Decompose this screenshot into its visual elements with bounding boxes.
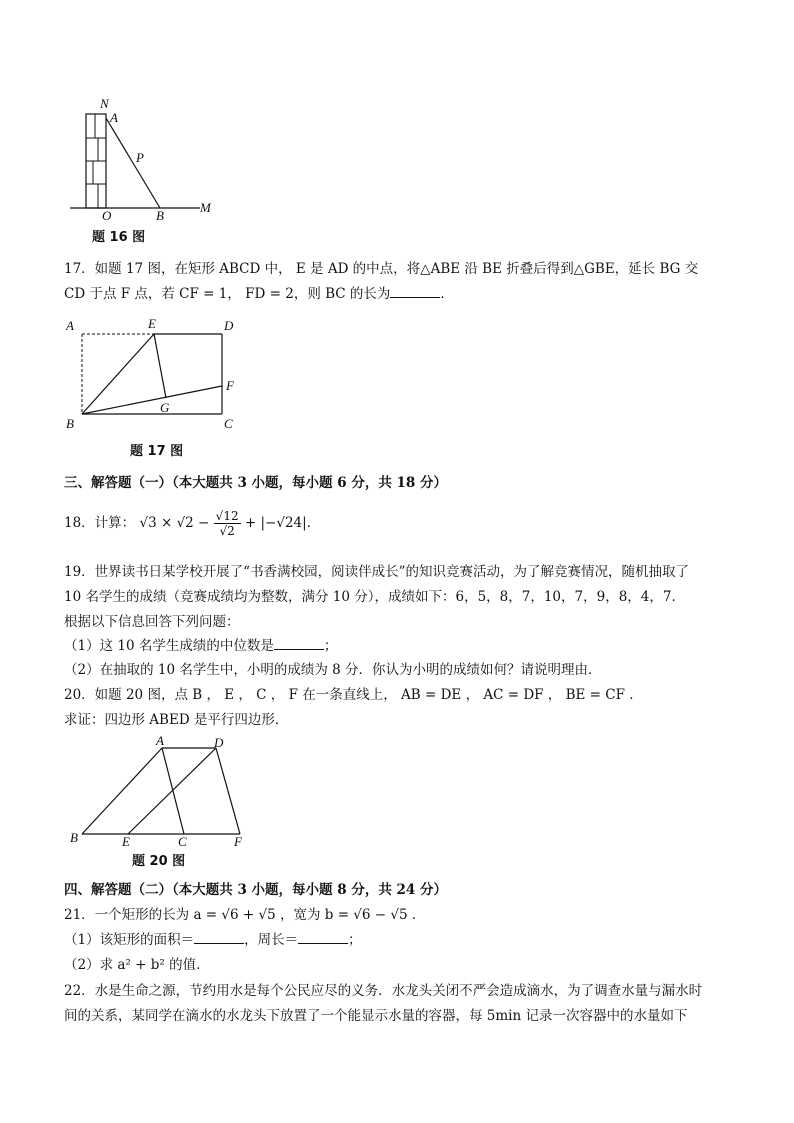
fig16-label-n: N bbox=[100, 96, 109, 111]
fig16-label-b: B bbox=[156, 208, 164, 223]
fig20-label-e: E bbox=[122, 834, 130, 848]
q19-sub2: （2）在抽取的 10 名学生中，小明的成绩为 8 分．你认为小明的成绩如何？请说明理由． bbox=[64, 662, 602, 678]
section-3-heading: 三、解答题（一）（本大题共 3 小题，每小题 6 分，共 18 分） bbox=[64, 475, 448, 491]
figure-20-diagram bbox=[64, 736, 254, 848]
q20-line2: 求证：四边形 ABED 是平行四边形． bbox=[64, 712, 289, 728]
fig20-label-f: F bbox=[234, 834, 242, 848]
fig16-label-o: O bbox=[102, 208, 112, 223]
figure-17-caption: 题 17 图 bbox=[130, 444, 184, 459]
q18-denominator: √2 bbox=[219, 524, 235, 538]
q18-part2: + |−√24| bbox=[244, 515, 307, 531]
fig20-label-a: A bbox=[156, 736, 164, 748]
q21-sub2: （2）求 a² + b² 的值． bbox=[64, 957, 210, 973]
q21-line1: 21．一个矩形的长为 a = √6 + √5 ，宽为 b = √6 − √5 ． bbox=[64, 907, 426, 923]
q21-sub1 bbox=[64, 931, 362, 949]
q20-line1: 20．如题 20 图，点 B ， E ， C ， F 在一条直线上， AB = DE ， AC = DF ， BE = CF ． bbox=[64, 687, 643, 703]
fig20-label-c: C bbox=[178, 834, 187, 848]
fig16-label-a: A bbox=[110, 110, 118, 125]
fig17-label-f: F bbox=[226, 378, 234, 393]
q17-answer-blank bbox=[390, 285, 440, 298]
q18-part1: √3 × √2 − bbox=[139, 515, 210, 531]
q19-answer-blank bbox=[274, 637, 324, 650]
q17-line1: 17．如题 17 图，在矩形 ABCD 中， E 是 AD 的中点，将△ABE 沿 BE 折叠后得到△GBE，延长 BG 交 bbox=[64, 261, 699, 277]
q18-line bbox=[64, 508, 320, 538]
figure-20-caption: 题 20 图 bbox=[132, 854, 186, 869]
fig16-label-m: M bbox=[200, 200, 211, 215]
q19-line2: 10 名学生的成绩（竞赛成绩均为整数，满分 10 分），成绩如下：6，5，8，7，10，7，9，8，4，7． bbox=[64, 589, 685, 605]
fig17-label-a: A bbox=[66, 318, 74, 333]
q19-line1: 19．世界读书日某学校开展了“书香满校园，阅读伴成长”的知识竞赛活动，为了解竞赛情况，随机抽取了 bbox=[64, 564, 689, 580]
fig17-label-e: E bbox=[148, 316, 156, 331]
fig20-label-d: D bbox=[214, 736, 224, 750]
q19-sub1 bbox=[64, 637, 337, 655]
q21-area-blank bbox=[194, 931, 244, 944]
fig16-label-p: P bbox=[136, 150, 144, 165]
q21-sub1-end: ； bbox=[348, 932, 362, 948]
q17-line2 bbox=[64, 285, 454, 303]
q17-line2-end: ． bbox=[440, 286, 454, 302]
q22-line2: 间的关系，某同学在滴水的水龙头下放置了一个能显示水量的容器，每 5min 记录一次容器中的水量如下 bbox=[64, 1008, 688, 1024]
fig20-label-b: B bbox=[70, 830, 78, 845]
figure-16-diagram bbox=[60, 96, 230, 226]
q18-prefix: 18．计算： bbox=[64, 515, 136, 531]
q18-numerator: √12 bbox=[215, 509, 239, 523]
q19-sub1-text: （1）这 10 名学生成绩的中位数是 bbox=[64, 638, 274, 654]
q21-sub1-a: （1）该矩形的面积＝ bbox=[64, 932, 195, 948]
fig17-label-d: D bbox=[224, 318, 234, 333]
q21-perimeter-blank bbox=[298, 931, 348, 944]
section-4-heading: 四、解答题（二）（本大题共 3 小题，每小题 8 分，共 24 分） bbox=[64, 882, 448, 898]
q19-line3: 根据以下信息回答下列问题： bbox=[64, 614, 240, 630]
figure-17-diagram bbox=[62, 314, 252, 434]
figure-16-caption: 题 16 图 bbox=[92, 230, 146, 245]
q18-end: ． bbox=[306, 515, 321, 531]
fig17-label-g: G bbox=[160, 400, 170, 415]
q17-line2-text: CD 于点 F 点，若 CF = 1， FD = 2，则 BC 的长为 bbox=[64, 286, 391, 302]
fig17-label-c: C bbox=[224, 416, 233, 431]
fig17-label-b: B bbox=[66, 416, 74, 431]
q22-line1: 22．水是生命之源，节约用水是每个公民应尽的义务．水龙头关闭不严会造成滴水，为了调查水量与漏水时 bbox=[64, 983, 703, 999]
q18-fraction bbox=[214, 509, 241, 538]
q21-sub1-b: ，周长＝ bbox=[244, 932, 299, 948]
q19-sub1-end: ； bbox=[323, 638, 338, 654]
